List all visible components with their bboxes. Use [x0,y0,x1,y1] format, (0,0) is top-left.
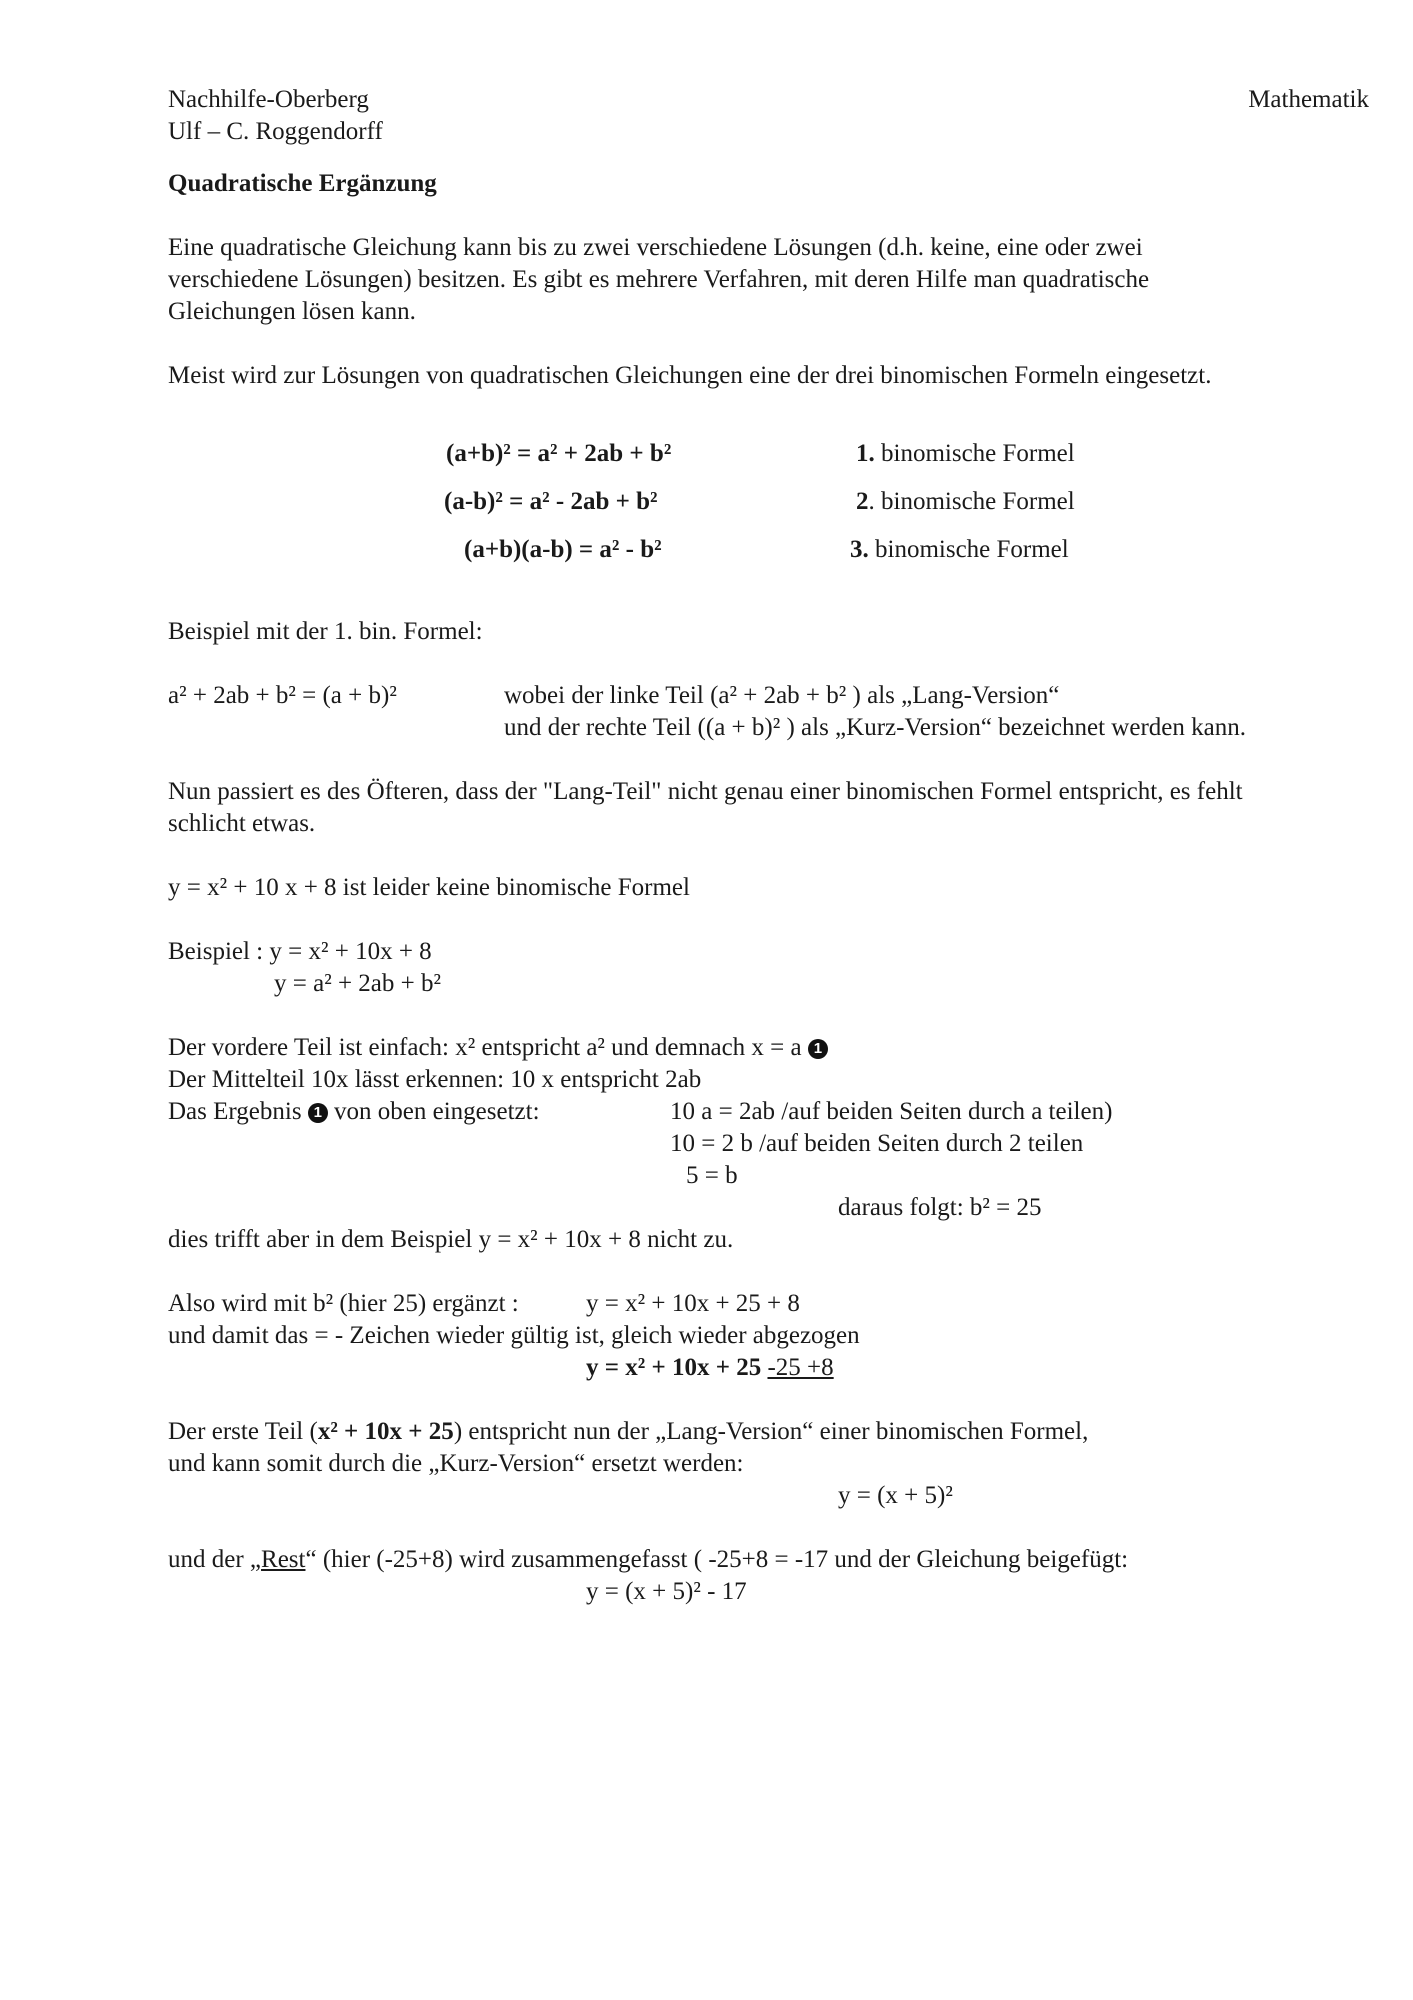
erste-line: und kann somit durch die „Kurz-Version“ ersetzt werden: [168,1450,744,1477]
beispiel1-equation: a² + 2ab + b² = (a + b)² [168,682,397,709]
formula-name: binomische Formel [874,440,1075,467]
erste-text: ) entspricht nun der „Lang-Version“ einer binomischen Formel, [453,1418,1089,1445]
formula-3: (a+b)(a-b) = a² - b² [464,536,662,563]
ergaenzt-eq: y = x² + 10x + 25 + 8 [586,1290,800,1317]
ergaenzt-result [586,1352,834,1384]
formula-number: 1. [856,440,875,467]
formula-1: (a+b)² = a² + 2ab + b² [446,440,672,467]
page-title: Quadratische Ergänzung [168,170,437,197]
trifft-line: dies trifft aber in dem Beispiel y = x² + 10x + 8 nicht zu. [168,1226,734,1253]
meist-paragraph: Meist wird zur Lösungen von quadratischen Gleichungen eine der drei binomischen Formeln eingesetzt. [168,362,1212,389]
nun-line: Nun passiert es des Öfteren, dass der "Lang-Teil" nicht genau einer binomischen Formel entspricht, es fehlt [168,778,1243,805]
formula-number: 3. [850,536,869,563]
rest-eq: y = (x + 5)² - 17 [586,1578,747,1605]
formula-2-label [856,486,1075,518]
calc-line: 5 = b [686,1162,738,1189]
step-text: Der vordere Teil ist einfach: x² entspricht a² und demnach x = a [168,1034,802,1061]
formula-name: . binomische Formel [868,488,1075,515]
formula-name: binomische Formel [868,536,1069,563]
rest-line [168,1544,1128,1576]
erste-eq: y = (x + 5)² [838,1482,953,1509]
rest-text: und der „ [168,1546,262,1573]
formula-3-label [850,534,1069,566]
nun-line: schlicht etwas. [168,810,316,837]
intro-line: Gleichungen lösen kann. [168,298,416,325]
beispiel2-line: Beispiel : y = x² + 10x + 8 [168,938,432,965]
beispiel1-desc: wobei der linke Teil (a² + 2ab + b² ) als „Lang-Version“ [504,682,1060,709]
step-text: von oben eingesetzt: [334,1098,540,1125]
formula-number: 2 [856,488,869,515]
erste-line [168,1416,1088,1448]
step-mittel: Der Mittelteil 10x lässt erkennen: 10 x entspricht 2ab [168,1066,702,1093]
rest-underlined: Rest [261,1546,306,1573]
step-ergebnis [168,1096,540,1128]
rest-text: “ (hier (-25+8) wird zusammengefasst ( -25+8 = -17 und der Gleichung beigefügt: [305,1546,1129,1573]
calc-line: 10 = 2 b /auf beiden Seiten durch 2 teilen [670,1130,1084,1157]
marker-one-icon: 1 [308,1103,328,1123]
erste-text: Der erste Teil ( [168,1418,318,1445]
beispiel2-line: y = a² + 2ab + b² [274,970,441,997]
result-bold: y = x² + 10x + 25 [586,1354,768,1381]
calc-line: 10 a = 2ab /auf beiden Seiten durch a teilen) [670,1098,1113,1125]
intro-line: Eine quadratische Gleichung kann bis zu zwei verschiedene Lösungen (d.h. keine, eine oder zwei [168,234,1143,261]
header-subject: Mathematik [1248,86,1369,113]
marker-one-icon: 1 [808,1039,828,1059]
formula-1-label [856,438,1075,470]
beispiel1-desc: und der rechte Teil ((a + b)² ) als „Kurz-Version“ bezeichnet werden kann. [504,714,1246,741]
result-underlined: -25 +8 [767,1354,834,1381]
header-author: Ulf – C. Roggendorff [168,118,383,145]
step-vorderer [168,1032,828,1064]
erste-bold: x² + 10x + 25 [317,1418,454,1445]
formula-2: (a-b)² = a² - 2ab + b² [444,488,658,515]
step-text: Das Ergebnis [168,1098,302,1125]
header-org: Nachhilfe-Oberberg [168,86,369,113]
ergaenzt-label: Also wird mit b² (hier 25) ergänzt : [168,1290,519,1317]
daraus-line: daraus folgt: b² = 25 [838,1194,1042,1221]
beispiel1-heading: Beispiel mit der 1. bin. Formel: [168,618,483,645]
intro-line: verschiedene Lösungen) besitzen. Es gibt es mehrere Verfahren, mit deren Hilfe man quadratische [168,266,1150,293]
damit-line: und damit das = - Zeichen wieder gültig ist, gleich wieder abgezogen [168,1322,860,1349]
keine-line: y = x² + 10 x + 8 ist leider keine binomische Formel [168,874,690,901]
